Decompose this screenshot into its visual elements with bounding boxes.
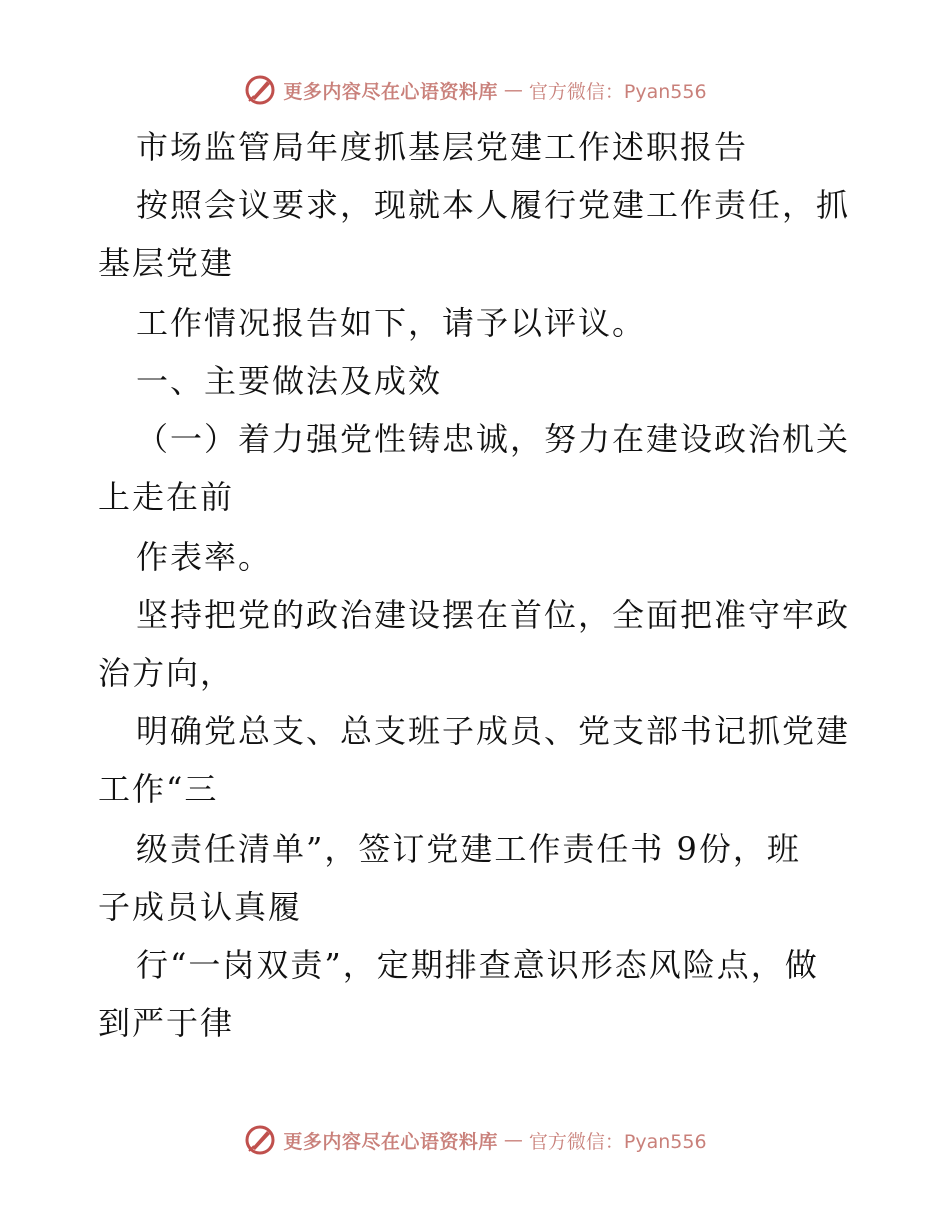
footer-watermark bbox=[0, 1120, 950, 1160]
watermark-sub-text: 官方微信：Pyan556 bbox=[528, 80, 707, 103]
paragraph-line: 工作情况报告如下，请予以评议。 bbox=[136, 304, 647, 342]
paragraph-line: 行“一岗双责”，定期排查意识形态风险点，做 bbox=[136, 946, 819, 984]
watermark-main-text: 更多内容尽在心语资料库 bbox=[283, 1130, 498, 1153]
paragraph-line: 明确党总支、总支班子成员、党支部书记抓党建 bbox=[136, 712, 851, 750]
paragraph-line: 上走在前 bbox=[98, 478, 235, 516]
paragraph-line: 按照会议要求，现就本人履行党建工作责任，抓 bbox=[136, 186, 851, 224]
paragraph-line: 基层党建 bbox=[98, 244, 235, 282]
paragraph-line: 工作“三 bbox=[98, 770, 219, 808]
watermark-main-text: 更多内容尽在心语资料库 bbox=[283, 80, 498, 103]
paragraph-line: 坚持把党的政治建设摆在首位，全面把准守牢政 bbox=[136, 596, 851, 634]
watermark-dash: — bbox=[503, 1129, 523, 1151]
document-title: 市场监管局年度抓基层党建工作述职报告 bbox=[136, 128, 749, 166]
subsection-heading: （一）着力强党性铸忠诚，努力在建设政治机关 bbox=[136, 420, 851, 458]
watermark-sub-text: 官方微信：Pyan556 bbox=[528, 1130, 707, 1153]
quill-logo-icon bbox=[243, 1123, 277, 1157]
paragraph-line: 子成员认真履 bbox=[98, 888, 303, 926]
paragraph-line: 作表率。 bbox=[136, 538, 273, 576]
paragraph-line: 级责任清单”，签订党建工作责任书 9份，班 bbox=[136, 830, 801, 868]
quill-logo-icon bbox=[243, 73, 277, 107]
paragraph-line: 治方向， bbox=[98, 654, 235, 692]
paragraph-line: 到严于律 bbox=[98, 1004, 235, 1042]
header-watermark bbox=[0, 70, 950, 110]
section-heading: 一、主要做法及成效 bbox=[136, 362, 443, 400]
watermark-dash: — bbox=[503, 79, 523, 101]
